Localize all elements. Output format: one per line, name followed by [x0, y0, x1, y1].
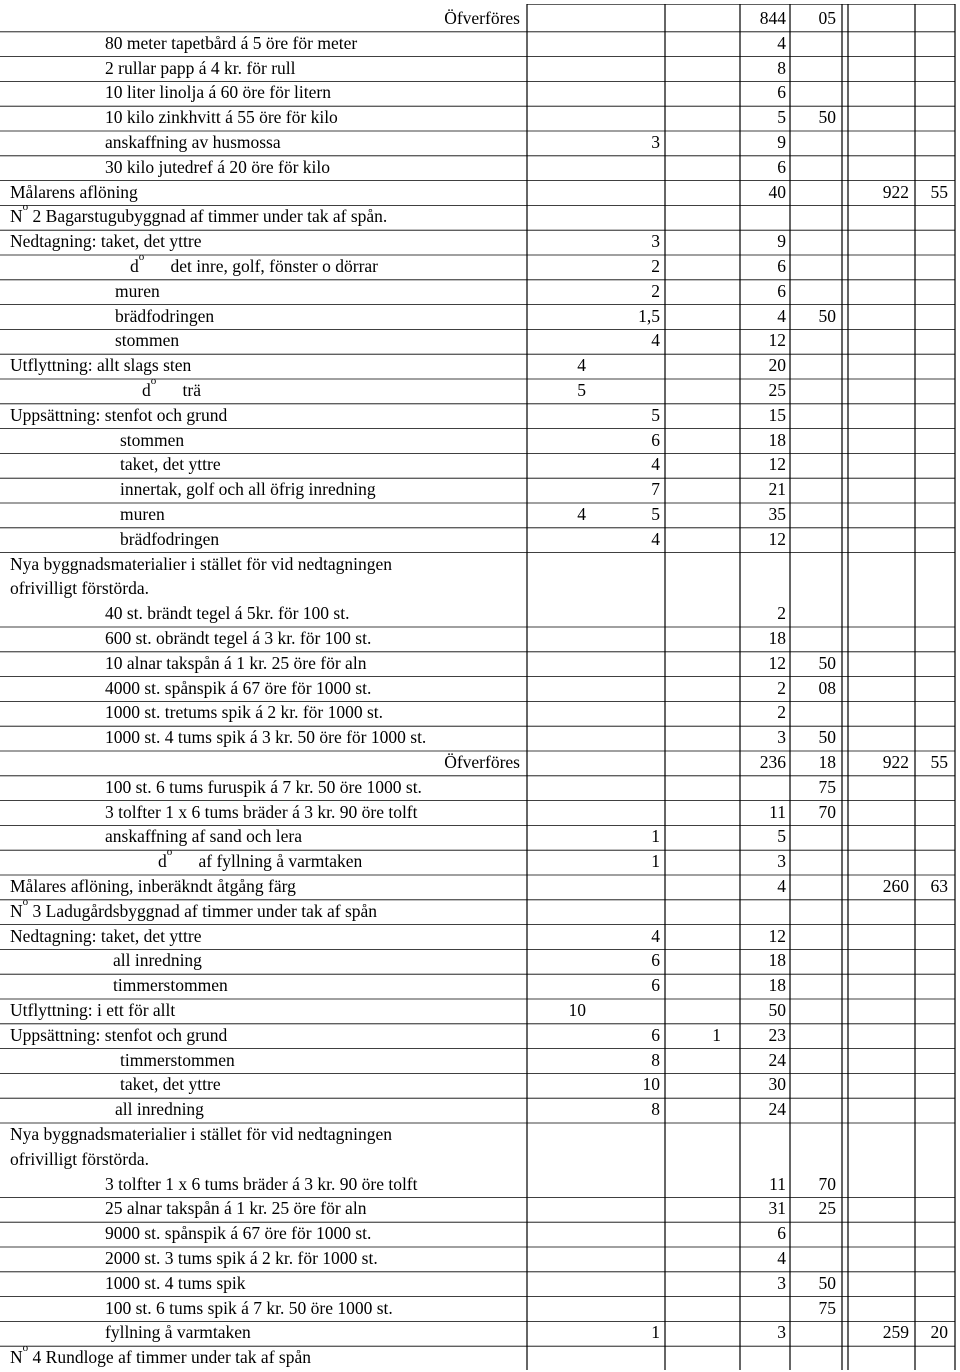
row-description: [10, 353, 191, 378]
dagar-value: 2: [651, 256, 660, 276]
ledger-row: [0, 1221, 960, 1246]
kronor-value: 50: [768, 1000, 786, 1020]
row-description: [105, 80, 331, 105]
row-description: [105, 1196, 366, 1221]
ore-value: 08: [818, 677, 836, 698]
row-description: [120, 502, 165, 527]
ledger-row: [0, 155, 960, 180]
row-description: [105, 31, 357, 56]
row-text: Uppsättning: stenfot och grund: [10, 1024, 228, 1045]
row-text: Nya byggnadsmaterialier i stället för vid nedtagningen: [10, 1124, 392, 1144]
ore-value: 18: [818, 752, 836, 772]
ore-value: 70: [818, 1173, 836, 1194]
kronor-value: 15: [768, 404, 786, 425]
abbrev-superscript: o: [22, 201, 29, 214]
row-description: [10, 924, 201, 949]
row-text: 100 st. 6 tums furuspik á 7 kr. 50 öre 1000 st.: [105, 776, 422, 797]
ore-value: 25: [818, 1198, 836, 1219]
kronor-value: 2: [777, 702, 786, 723]
row-text: fyllning å varmtaken: [105, 1322, 251, 1343]
dagar-value: 3: [651, 231, 660, 252]
kronor-value: 4: [777, 1248, 786, 1268]
row-text: 30 kilo jutedref á 20 öre för kilo: [105, 156, 331, 177]
ledger-row: [0, 1023, 960, 1048]
row-text: trä: [156, 380, 201, 400]
dagar-value: 6: [651, 975, 660, 996]
kronor-value: 236: [759, 752, 786, 772]
row-text: stommen: [120, 429, 185, 450]
ledger-row: [0, 56, 960, 81]
row-text: 40 st. brändt tegel á 5kr. för 100 st.: [105, 603, 350, 624]
kronor-value: 25: [768, 380, 786, 400]
row-description: [113, 973, 228, 998]
row-description: [115, 328, 179, 353]
row-text: 10 liter linolja á 60 öre för litern: [105, 82, 331, 103]
row-description: [115, 1097, 204, 1122]
ledger-row: [0, 502, 960, 527]
row-description: [113, 948, 202, 973]
ledger-row: [0, 180, 960, 205]
row-text: 4 Rundloge af timmer under tak af spån: [28, 1347, 311, 1368]
abbrev-superscript: o: [22, 1342, 29, 1355]
kronor-value: 21: [768, 479, 786, 500]
row-description: [10, 874, 296, 899]
kronor-value: 35: [768, 504, 786, 524]
ore-value: 75: [818, 1297, 836, 1318]
row-text: Nedtagning: taket, det yttre: [10, 231, 202, 252]
row-description: [105, 626, 371, 651]
ledger-row: [0, 1048, 960, 1073]
kronor-value: 18: [768, 950, 786, 971]
dagar-value: 1: [651, 851, 660, 872]
row-text: 25 alnar takspån á 1 kr. 25 öre för aln: [105, 1198, 367, 1219]
ore-value: 50: [818, 1272, 836, 1293]
kronor-value: 2: [777, 677, 786, 698]
row-description: [105, 651, 366, 676]
dagar-value: 7: [651, 479, 660, 500]
ledger-row: [0, 775, 960, 800]
row-description: [10, 1147, 149, 1172]
row-description: [10, 1342, 311, 1370]
ledger-row: [0, 229, 960, 254]
row-text: Utflyttning: allt slags sten: [10, 355, 192, 376]
kronor-value: 5: [777, 107, 786, 128]
row-text: 10 alnar takspån á 1 kr. 25 öre för aln: [105, 652, 367, 673]
ledger-row: [0, 725, 960, 750]
ledger-row: [0, 1246, 960, 1271]
total-ore-value: 63: [930, 876, 948, 896]
dagar-value: 1,5: [638, 305, 660, 326]
extra-value: 5: [577, 380, 586, 400]
ledger-row: [0, 601, 960, 626]
ledger-row: [0, 1172, 960, 1197]
row-text: 80 meter tapetbård á 5 öre för meter: [105, 32, 358, 53]
abbrev-prefix: N: [10, 206, 23, 227]
kronor-value: 12: [768, 454, 786, 475]
kronor-value: 31: [768, 1198, 786, 1219]
ledger-row: [0, 1271, 960, 1296]
row-text: all inredning: [115, 1099, 204, 1120]
dagar-value: 4: [651, 925, 660, 946]
ledger-row: [0, 80, 960, 105]
kronor-value: 3: [777, 1322, 786, 1343]
row-text: brädfodringen: [115, 305, 215, 326]
row-text: Målares aflöning, inberäkndt åtgång färg: [10, 876, 296, 896]
dagar-value: 8: [651, 1049, 660, 1070]
row-text: 9000 st. spånspik á 67 öre för 1000 st.: [105, 1223, 372, 1244]
kronor-value: 18: [768, 429, 786, 450]
total-kronor-value: 922: [882, 181, 909, 202]
kronor-value: 5: [777, 826, 786, 847]
ledger-row: [0, 1296, 960, 1321]
ledger-row: [0, 428, 960, 453]
dagar-value: 5: [651, 504, 660, 524]
ledger-row: [0, 527, 960, 552]
row-text: 3 Ladugårdsbyggnad af timmer under tak af spån: [28, 900, 378, 921]
ore-value: 50: [818, 652, 836, 673]
ore-value: 50: [818, 107, 836, 128]
total-ore-value: 55: [930, 752, 948, 772]
total-kronor-value: 259: [882, 1322, 909, 1343]
row-text: innertak, golf och all öfrig inredning: [120, 479, 376, 500]
row-description: [105, 155, 330, 180]
row-description: [142, 375, 201, 403]
dagar-value: 2: [651, 280, 660, 301]
dagar-value: 1: [651, 1322, 660, 1343]
kronor-value: 4: [777, 876, 786, 896]
row-text: 100 st. 6 tums spik á 7 kr. 50 öre 1000 st.: [105, 1297, 393, 1318]
row-description: [10, 1023, 227, 1048]
row-description: [105, 1172, 418, 1197]
abbrev-superscript: o: [166, 846, 173, 859]
row-text: muren: [120, 504, 165, 524]
total-ore-value: 20: [930, 1322, 948, 1343]
abbrev-prefix: N: [10, 900, 23, 921]
row-description: [105, 1246, 378, 1271]
ledger-row: [0, 105, 960, 130]
ore-value: 70: [818, 801, 836, 822]
ore-value: 50: [818, 305, 836, 326]
ledger-row: [0, 1196, 960, 1221]
row-description: [105, 105, 338, 130]
row-description: [10, 998, 175, 1023]
row-description: [120, 477, 376, 502]
row-text: 3 tolfter 1 x 6 tums bräder á 3 kr. 90 öre tolft: [105, 1173, 418, 1194]
row-text: 2 rullar papp á 4 kr. för rull: [105, 57, 296, 78]
kronor-value: 12: [768, 330, 786, 351]
row-text: ofrivilligt förstörda.: [10, 578, 150, 599]
row-description: [115, 304, 214, 329]
row-description: [105, 700, 383, 725]
row-description: [10, 552, 392, 577]
row-text: 1000 st. tretums spik á 2 kr. för 1000 st.: [105, 702, 384, 723]
row-description: [10, 895, 378, 924]
dagar-value: 3: [651, 132, 660, 152]
row-description: [120, 1072, 221, 1097]
kronor-value: 30: [768, 1074, 786, 1095]
total-ore-value: 55: [930, 181, 948, 202]
ledger-row: [0, 973, 960, 998]
kronor-value: 12: [768, 528, 786, 549]
kronor-value: 12: [768, 925, 786, 946]
kronor-value: 6: [777, 156, 786, 177]
row-text: Utflyttning: i ett för allt: [10, 1000, 176, 1020]
row-text: 2 Bagarstugubyggnad af timmer under tak af spån.: [28, 206, 388, 227]
abbrev-prefix: N: [10, 1347, 23, 1368]
ore-value: 75: [818, 776, 836, 797]
row-text: det inre, golf, fönster o dörrar: [144, 256, 378, 276]
row-description: [120, 527, 219, 552]
ledger-row: [0, 130, 960, 155]
ledger-row: [0, 846, 960, 874]
row-text: 10 kilo zinkhvitt á 55 öre för kilo: [105, 107, 338, 128]
extra-value: 4: [577, 504, 586, 524]
ledger-row: [0, 700, 960, 725]
row-description: [105, 601, 349, 626]
carry-forward-row: [0, 6, 960, 31]
kronor-value: 18: [768, 628, 786, 648]
ledger-row: [0, 626, 960, 651]
row-description: [105, 1221, 371, 1246]
row-text: Målarens aflöning: [10, 181, 138, 202]
kronor-value: 9: [777, 132, 786, 152]
dagar-value: 6: [651, 1024, 660, 1045]
row-description: [120, 428, 184, 453]
dagar-value: 5: [651, 404, 660, 425]
dagar-value: 4: [651, 330, 660, 351]
kronor-value: 2: [777, 603, 786, 624]
abbrev-prefix: d: [158, 851, 167, 872]
abbrev-superscript: o: [138, 251, 145, 263]
kronor-value: 9: [777, 231, 786, 252]
note-row: [0, 576, 960, 601]
row-text: timmerstommen: [120, 1049, 235, 1070]
ledger-row: [0, 1072, 960, 1097]
carry-forward-label: Öfverföres: [444, 752, 520, 772]
row-text: Nya byggnadsmaterialier i stället för vid nedtagningen: [10, 553, 392, 574]
row-text: ofrivilligt förstörda.: [10, 1148, 150, 1169]
row-description: [10, 403, 227, 428]
row-text: taket, det yttre: [120, 454, 221, 475]
row-description: [130, 251, 378, 279]
row-description: [105, 824, 302, 849]
dagar-value: 4: [651, 528, 660, 549]
abbrev-superscript: o: [150, 375, 157, 387]
kronor-value: 6: [777, 82, 786, 103]
row-description: [115, 279, 160, 304]
row-text: 2000 st. 3 tums spik á 2 kr. för 1000 st.: [105, 1248, 378, 1268]
kronor-value: 24: [768, 1099, 786, 1120]
ledger-row: [0, 452, 960, 477]
extra-value: 10: [568, 1000, 586, 1020]
dagar-value: 6: [651, 429, 660, 450]
row-text: brädfodringen: [120, 528, 220, 549]
row-description: [105, 725, 426, 750]
kronor-value: 6: [777, 1223, 786, 1244]
kronor-value: 6: [777, 280, 786, 301]
row-description: [105, 800, 418, 825]
kronor-value: 3: [777, 851, 786, 872]
extra-kr-value: 1: [712, 1024, 721, 1045]
row-description: [10, 201, 388, 229]
ledger-row: [0, 477, 960, 502]
kronor-value: 20: [768, 355, 786, 376]
row-description: [105, 1320, 251, 1345]
row-text: anskaffning av husmossa: [105, 132, 281, 152]
kronor-value: 23: [768, 1024, 786, 1045]
section-heading-row: [0, 1342, 960, 1370]
kronor-value: 4: [777, 32, 786, 53]
ledger-row: [0, 824, 960, 849]
ledger-row: [0, 304, 960, 329]
dagar-value: 10: [642, 1074, 660, 1095]
row-text: 3 tolfter 1 x 6 tums bräder á 3 kr. 90 öre tolft: [105, 801, 418, 822]
ledger-sheet: [0, 4, 960, 1370]
note-row: [0, 1147, 960, 1172]
ledger-row: [0, 874, 960, 899]
row-description: [10, 1122, 392, 1147]
row-text: taket, det yttre: [120, 1074, 221, 1095]
ledger-row: [0, 251, 960, 279]
abbrev-prefix: d: [130, 256, 139, 276]
total-kronor-value: 922: [882, 752, 909, 772]
row-text: timmerstommen: [113, 975, 228, 996]
kronor-value: 11: [769, 801, 786, 822]
carry-forward-row: [0, 750, 960, 775]
row-description: [158, 846, 363, 874]
total-kronor-value: 260: [882, 876, 909, 896]
kronor-value: 844: [759, 8, 786, 28]
extra-value: 4: [577, 355, 586, 376]
row-text: stommen: [115, 330, 180, 351]
row-description: [105, 1271, 246, 1296]
dagar-value: 1: [651, 826, 660, 847]
row-text: 600 st. obrändt tegel á 3 kr. för 100 st.: [105, 628, 372, 648]
row-description: [120, 1048, 235, 1073]
ledger-row: [0, 353, 960, 378]
kronor-value: 18: [768, 975, 786, 996]
carry-forward-label: Öfverföres: [444, 8, 520, 28]
kronor-value: 4: [777, 305, 786, 326]
ore-value: 05: [818, 8, 836, 28]
note-row: [0, 552, 960, 577]
row-description: [105, 56, 296, 81]
kronor-value: 3: [777, 727, 786, 748]
row-description: [10, 576, 149, 601]
row-text: all inredning: [113, 950, 202, 971]
kronor-value: 11: [769, 1173, 786, 1194]
ledger-row: [0, 800, 960, 825]
row-description: [10, 180, 138, 205]
row-text: 1000 st. 4 tums spik á 3 kr. 50 öre för 1000 st.: [105, 727, 427, 748]
ledger-row: [0, 1320, 960, 1345]
kronor-value: 24: [768, 1049, 786, 1070]
ledger-row: [0, 1097, 960, 1122]
ledger-row: [0, 924, 960, 949]
abbrev-superscript: o: [22, 895, 29, 908]
ledger-row: [0, 279, 960, 304]
abbrev-prefix: d: [142, 380, 151, 400]
row-description: [120, 452, 221, 477]
row-description: [105, 775, 422, 800]
kronor-value: 6: [777, 256, 786, 276]
row-description: [105, 1296, 393, 1321]
ledger-row: [0, 998, 960, 1023]
kronor-value: 40: [768, 181, 786, 202]
row-description: [10, 229, 201, 254]
ledger-row: [0, 403, 960, 428]
row-text: muren: [115, 280, 160, 301]
kronor-value: 8: [777, 57, 786, 78]
row-text: anskaffning af sand och lera: [105, 826, 302, 847]
row-text: 1000 st. 4 tums spik: [105, 1272, 246, 1293]
row-text: Nedtagning: taket, det yttre: [10, 925, 202, 946]
ledger-row: [0, 676, 960, 701]
row-text: 4000 st. spånspik á 67 öre för 1000 st.: [105, 677, 372, 698]
kronor-value: 3: [777, 1272, 786, 1293]
ledger-row: [0, 948, 960, 973]
ledger-row: [0, 651, 960, 676]
section-heading-row: [0, 201, 960, 229]
dagar-value: 6: [651, 950, 660, 971]
ledger-row: [0, 31, 960, 56]
dagar-value: 4: [651, 454, 660, 475]
kronor-value: 12: [768, 652, 786, 673]
section-heading-row: [0, 895, 960, 924]
ledger-row: [0, 328, 960, 353]
row-text: Uppsättning: stenfot och grund: [10, 404, 228, 425]
row-description: [105, 676, 371, 701]
ore-value: 50: [818, 727, 836, 748]
row-text: af fyllning å varmtaken: [172, 851, 363, 872]
dagar-value: 8: [651, 1099, 660, 1120]
row-description: [105, 130, 281, 155]
note-row: [0, 1122, 960, 1147]
ledger-row: [0, 375, 960, 403]
